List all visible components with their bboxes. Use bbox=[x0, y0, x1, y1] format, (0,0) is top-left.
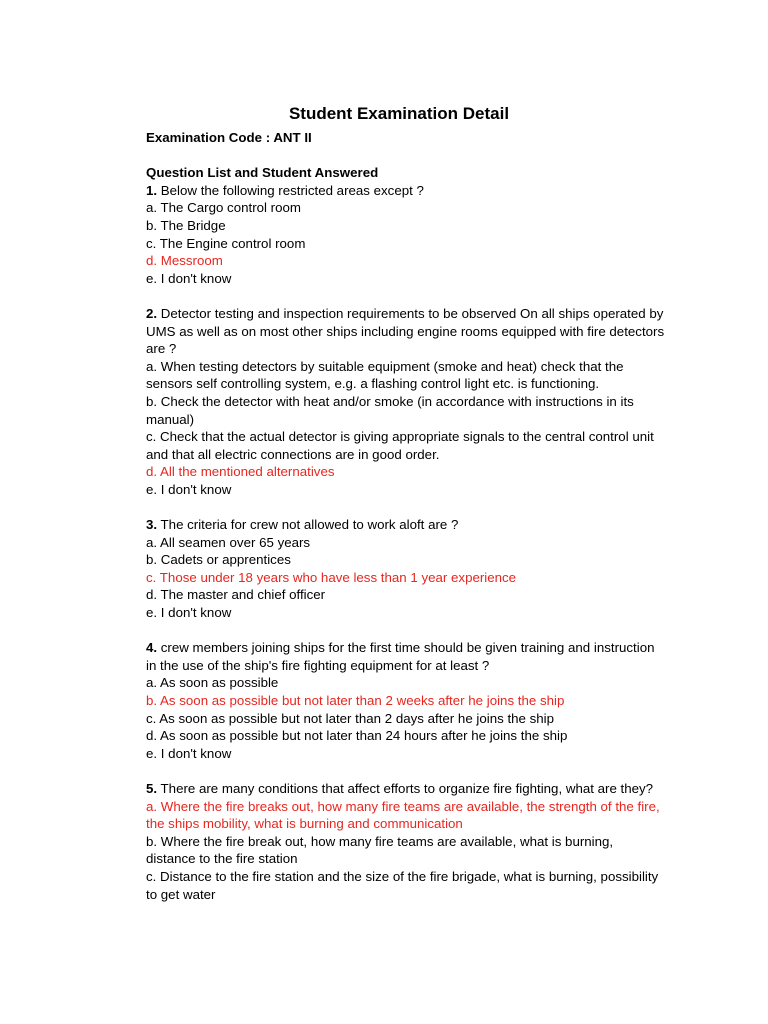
question-item bbox=[146, 182, 666, 288]
question-list bbox=[146, 182, 666, 903]
question-number: 2. bbox=[146, 305, 158, 321]
document-title: Student Examination Detail bbox=[288, 104, 510, 123]
question-text bbox=[146, 780, 666, 798]
answer-option: a. All seamen over 65 years bbox=[146, 534, 311, 550]
question-number: 1. bbox=[146, 182, 158, 198]
spacer bbox=[146, 147, 666, 165]
answer-option: d. The master and chief officer bbox=[146, 587, 326, 603]
question-item bbox=[146, 780, 666, 903]
answer-option: a. As soon as possible bbox=[146, 675, 279, 691]
answer-option-selected: d. Messroom bbox=[146, 253, 223, 269]
answer-option: e. I don't know bbox=[146, 270, 232, 286]
answer-option: a. The Cargo control room bbox=[146, 200, 301, 216]
answer-option: b. Check the detector with heat and/or smoke (in accordance with instructions in its manual) bbox=[146, 393, 634, 427]
question-number: 5. bbox=[146, 780, 158, 796]
answer-option: e. I don't know bbox=[146, 605, 232, 621]
answer-option: d. As soon as possible but not later than 24 hours after he joins the ship bbox=[146, 728, 568, 744]
question-number: 4. bbox=[146, 640, 158, 656]
answer-option: b. Where the fire break out, how many fire teams are available, what is burning, distance to the fire station bbox=[146, 833, 614, 867]
answer-option-selected: d. All the mentioned alternatives bbox=[146, 464, 335, 480]
question-item bbox=[146, 639, 666, 762]
answer-option: c. Distance to the fire station and the size of the fire brigade, what is burning, possibility to get water bbox=[146, 868, 659, 902]
question-list-heading: Question List and Student Answered bbox=[146, 165, 379, 181]
question-text bbox=[146, 516, 666, 534]
question-prompt: There are many conditions that affect efforts to organize fire fighting, what are they? bbox=[157, 780, 654, 796]
question-prompt: Below the following restricted areas except ? bbox=[157, 182, 424, 198]
examination-code: Examination Code : ANT II bbox=[146, 130, 312, 145]
answer-option: e. I don't know bbox=[146, 481, 232, 497]
answer-option-selected: c. Those under 18 years who have less than 1 year experience bbox=[146, 569, 517, 585]
answer-option-selected: a. Where the fire breaks out, how many fire teams are available, the strength of the fire, the ships mobility, what is burning and communication bbox=[146, 798, 660, 832]
question-number: 3. bbox=[146, 517, 158, 533]
question-text bbox=[146, 182, 666, 200]
answer-option: c. Check that the actual detector is giving appropriate signals to the central control unit and that all electric connections are in good order. bbox=[146, 429, 654, 462]
question-text bbox=[146, 639, 666, 674]
question-prompt: Detector testing and inspection requirements to be observed On all ships operated by UMS as well as on most other ships including engine rooms equipped with fire detectors are ? bbox=[146, 305, 665, 357]
answer-option: c. The Engine control room bbox=[146, 235, 306, 251]
answer-option: e. I don't know bbox=[146, 745, 232, 761]
question-prompt: crew members joining ships for the first time should be given training and instruction in the use of the ship's fire fighting equipment for at least ? bbox=[146, 640, 655, 673]
answer-option: b. The Bridge bbox=[146, 217, 226, 233]
answer-option: b. Cadets or apprentices bbox=[146, 552, 291, 568]
question-item bbox=[146, 305, 666, 499]
answer-option-selected: b. As soon as possible but not later than 2 weeks after he joins the ship bbox=[146, 693, 565, 708]
answer-option: c. As soon as possible but not later than 2 days after he joins the ship bbox=[146, 710, 555, 726]
answer-option: a. When testing detectors by suitable equipment (smoke and heat) check that the sensors self controlling system, e.g. a flashing control light etc. is functioning. bbox=[146, 358, 624, 392]
question-item bbox=[146, 516, 666, 622]
question-prompt: The criteria for crew not allowed to work aloft are ? bbox=[157, 517, 459, 533]
question-text bbox=[146, 305, 666, 358]
document-page bbox=[146, 103, 666, 921]
